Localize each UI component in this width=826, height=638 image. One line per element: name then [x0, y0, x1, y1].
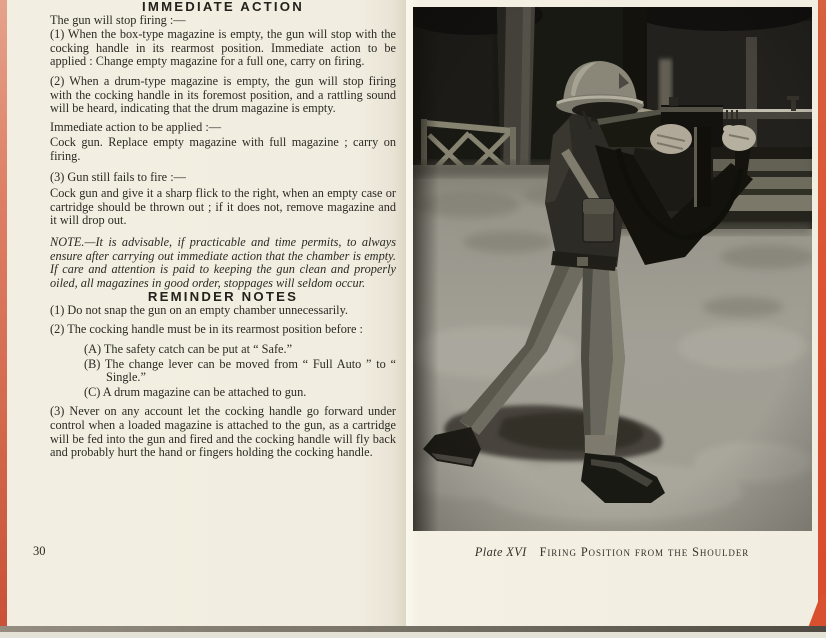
section-title-immediate-action: IMMEDIATE ACTION [142, 0, 304, 14]
section-title-reminder-notes: REMINDER NOTES [147, 289, 299, 305]
left-page-text-column [50, 0, 396, 460]
paragraph-3: Immediate action to be applied :— [50, 119, 222, 134]
reminder-sub-c: (C) A drum magazine can be attached to gun. [84, 384, 307, 399]
reminder-sub-a: (A) The safety catch can be put at “ Safe.” [84, 342, 293, 357]
reminder-item-3: (3) Never on any account let the cocking handle go forward under control when a loaded magazine is attached to the gun, as a cartridge will be fed into the gun and fired and the cocking handle will fly back and probably hurt the hand or fingers holding the cocking handle. [50, 404, 396, 460]
photo-caption [406, 545, 818, 560]
paragraph-6: Cock gun and give it a sharp flick to the right, when an empty case or cartridge should be thrown out ; if it does not, remove magazine and it will drop out. [50, 186, 396, 228]
scan-bottom-edge [0, 632, 826, 638]
paragraph-1: (1) When the box-type magazine is empty, the gun will stop with the cocking handle in its rearmost position. Immediate action to be applied : Change empty magazine for a full one, carry on firing. [50, 27, 396, 69]
paragraph-4: Cock gun. Replace empty magazine with full magazine ; carry on firing. [50, 135, 396, 163]
cover-edge-right [818, 0, 826, 628]
plate-photo [413, 7, 812, 531]
left-page [7, 0, 406, 626]
cover-edge-left [0, 0, 7, 628]
reminder-item-2: (2) The cocking handle must be in its rearmost position before : [50, 322, 363, 337]
reminder-sub-b: (B) The change lever can be moved from “ Full Auto ” to “ Single.” [84, 356, 396, 385]
photo-vignette [413, 7, 812, 531]
reminder-item-1: (1) Do not snap the gun on an empty chamber unnecessarily. [50, 302, 349, 317]
intro-line: The gun will stop firing :— [50, 12, 186, 27]
right-page [406, 0, 818, 626]
paragraph-5: (3) Gun still fails to fire :— [50, 169, 186, 184]
plate-label: Plate XVI [474, 545, 527, 559]
photo-gutter-shadow [413, 7, 439, 531]
paragraph-2: (2) When a drum-type magazine is empty, the gun will stop firing with the cocking handle in its foremost position, and a rattling sound will be heard, indicating that the drum magazine is empty. [50, 73, 396, 116]
page-number: 30 [33, 544, 46, 558]
plate-title: Firing Position from the Shoulder [539, 545, 750, 559]
note-paragraph: NOTE.—It is advisable, if practicable and time permits, to always ensure after carrying out immediate action that the chamber is empty. If care and attention is paid to keeping the gun clean and properly oiled, all magazines in good order, stoppages will seldom occur. [50, 234, 396, 290]
